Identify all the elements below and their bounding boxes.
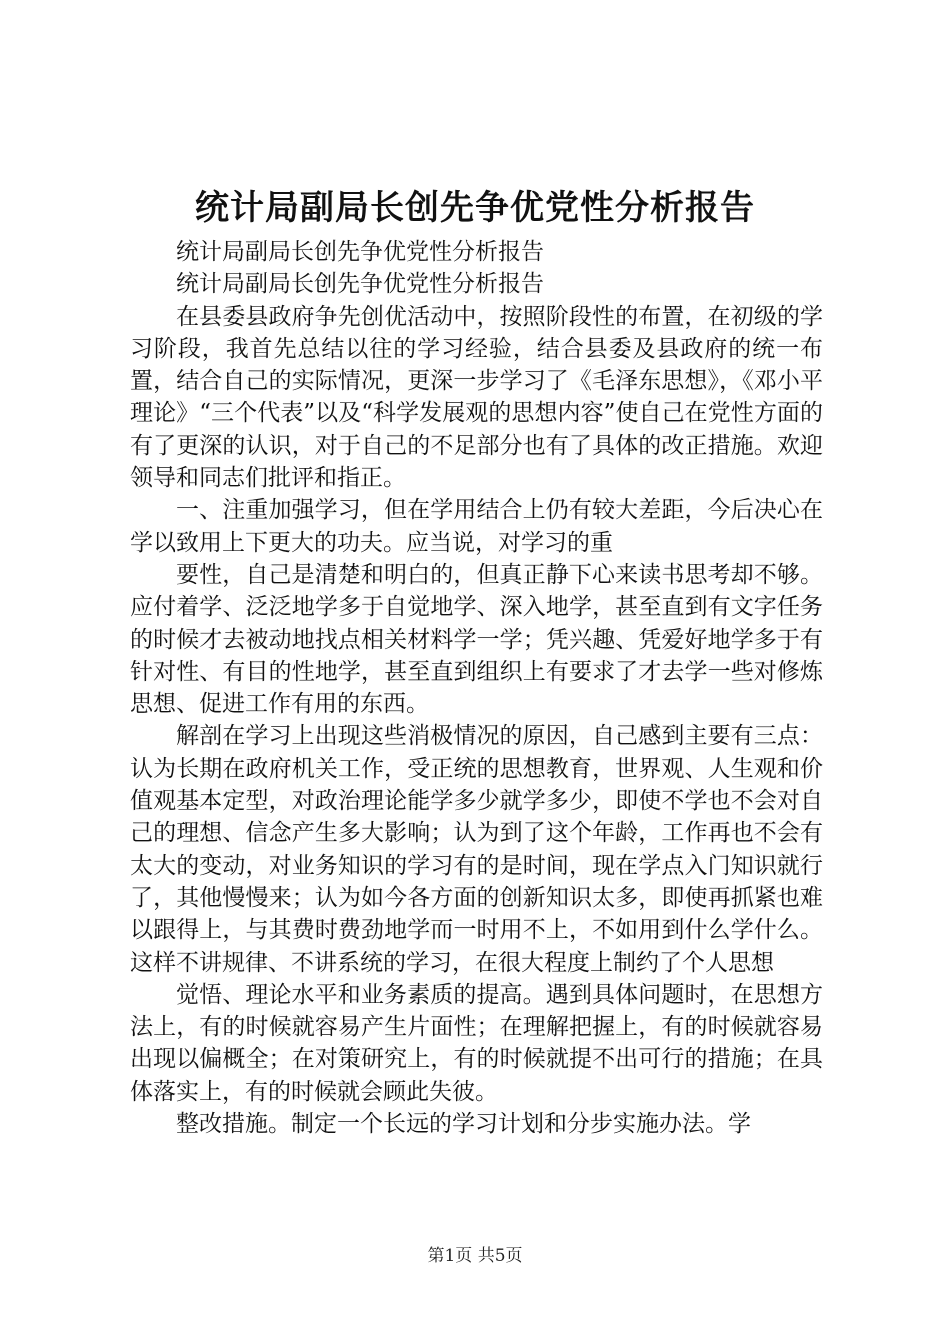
paragraph-3: 要性，自己是清楚和明白的，但真正静下心来读书思考却不够。应付着学、泛泛地学多于自觉地学、深入地学，甚至直到有文字任务的时候才去被动地找点相关材料学一学；凭兴趣、凭爱好地学多于有针对性、有目的性地学，甚至直到组织上有要求了才去学一些对修炼思想、促进工作有用的东西。 [130, 561, 823, 718]
paragraph-5: 觉悟、理论水平和业务素质的提高。遇到具体问题时，在思想方法上，有的时候就容易产生片面性；在理解把握上，有的时候就容易出现以偏概全；在对策研究上，有的时候就提不出可行的措施；在具体落实上，有的时候就会顾此失彼。 [130, 981, 823, 1105]
page-number-footer: 第1页 共5页 [427, 1246, 523, 1266]
subtitle-line-1: 统计局副局长创先争优党性分析报告 [176, 239, 544, 265]
document-title: 统计局副局长创先争优党性分析报告 [195, 188, 755, 228]
document-body [130, 236, 823, 1140]
subtitle-line-2: 统计局副局长创先争优党性分析报告 [176, 271, 544, 298]
paragraph-1: 在县委县政府争先创优活动中，按照阶段性的布置，在初级的学习阶段，我首先总结以往的学习经验，结合县委及县政府的统一布置，结合自己的实际情况，更深一步学习了《毛泽东思想》，《邓小平理论》“三个代表”以及“科学发展观的思想内容”使自己在党性方面的有了更深的认识，对于自己的不足部分也有了具体的改正措施。欢迎领导和同志们批评和指正。 [130, 303, 823, 492]
paragraph-2: 一、注重加强学习，但在学用结合上仍有较大差距，今后决心在学以致用上下更大的功夫。应当说，对学习的重 [130, 497, 823, 556]
paragraph-6: 整改措施。制定一个长远的学习计划和分步实施办法。学 [176, 1111, 751, 1138]
paragraph-4: 解剖在学习上出现这些消极情况的原因，自己感到主要有三点：认为长期在政府机关工作，受正统的思想教育，世界观、人生观和价值观基本定型，对政治理论能学多少就学多少，即使不学也不会对自己的理想、信念产生多大影响；认为到了这个年龄，工作再也不会有太大的变动，对业务知识的学习有的是时间，现在学点入门知识就行了，其他慢慢来；认为如今各方面的创新知识太多，即使再抓紧也难以跟得上，与其费时费劲地学而一时用不上，不如用到什么学什么。这样不讲规律、不讲系统的学习，在很大程度上制约了个人思想 [130, 723, 823, 976]
